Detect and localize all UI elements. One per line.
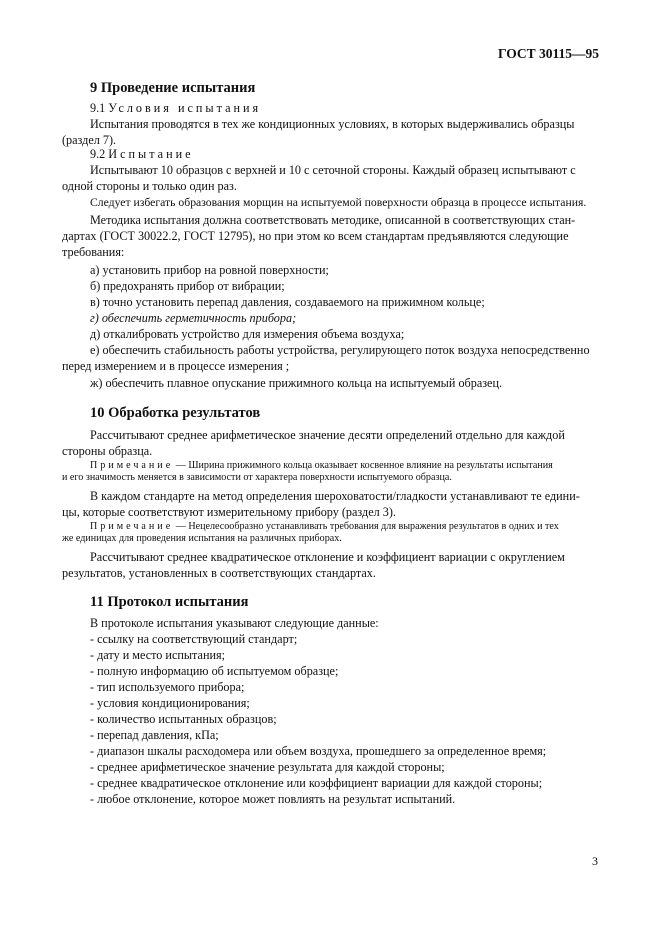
- paragraph-line: Рассчитывают среднее арифметическое значение десяти определений отдельно для каждой: [90, 428, 565, 442]
- paragraph-line: цы, которые соответствуют измерительному прибору (раздел 3).: [62, 505, 396, 519]
- subsection-number: 9.2: [90, 147, 106, 161]
- subsection-9-1-heading: [90, 100, 600, 116]
- list-item: - среднее квадратическое отклонение или коэффициент вариации для каждой стороны;: [90, 776, 543, 790]
- note-label: Примечание: [90, 460, 174, 471]
- paragraph-line: стороны образца.: [62, 444, 153, 458]
- document-code: ГОСТ 30115—95: [497, 46, 599, 61]
- paragraph-line: В каждом стандарте на метод определения шероховатости/гладкости устанавливают те едини-: [90, 489, 580, 503]
- note-line: же единицах для проведения испытания на различных приборах.: [62, 533, 342, 544]
- requirement-item: в) точно установить перепад давления, создаваемого на прижимном кольце;: [90, 295, 485, 309]
- list-item: - любое отклонение, которое может повлиять на результат испытаний.: [90, 792, 456, 806]
- subsection-9-2-heading: [90, 146, 600, 162]
- note-line: и его значимость меняется в зависимости от характера поверхности испытуемого образца.: [62, 472, 452, 483]
- requirement-item: а) установить прибор на ровной поверхности;: [90, 263, 329, 277]
- list-item: - условия кондиционирования;: [90, 696, 250, 710]
- note: [90, 521, 600, 533]
- requirement-item: е) обеспечить стабильность работы устройства, регулирующего поток воздуха непосредственно: [90, 343, 590, 357]
- list-item: - ссылку на соответствующий стандарт;: [90, 632, 298, 646]
- paragraph-line: результатов, установленных в соответствующих стандартах.: [62, 566, 376, 580]
- subsection-title: Испытание: [108, 147, 194, 161]
- requirement-item: ж) обеспечить плавное опускание прижимного кольца на испытуемый образец.: [90, 376, 503, 390]
- paragraph-line: В протоколе испытания указывают следующие данные:: [90, 616, 379, 630]
- list-item: - среднее арифметическое значение результата для каждой стороны;: [90, 760, 445, 774]
- requirement-item: г) обеспечить герметичность прибора;: [90, 311, 297, 325]
- section-11-heading: 11 Протокол испытания: [90, 594, 249, 610]
- paragraph-line: дартах (ГОСТ 30022.2, ГОСТ 12795), но при этом ко всем стандартам предъявляются следующие: [62, 229, 569, 243]
- list-item: - тип используемого прибора;: [90, 680, 245, 694]
- page-number: 3: [592, 854, 598, 868]
- section-10-heading: 10 Обработка результатов: [90, 405, 261, 421]
- note: [90, 460, 600, 472]
- list-item: - полную информацию об испытуемом образце;: [90, 664, 339, 678]
- note-text: — Ширина прижимного кольца оказывает косвенное влияние на результаты испытания: [173, 460, 553, 471]
- paragraph-line: Рассчитывают среднее квадратическое отклонение и коэффициент вариации с округлением: [90, 550, 565, 564]
- section-9-heading: 9 Проведение испытания: [90, 80, 256, 96]
- paragraph-line: (раздел 7).: [62, 133, 117, 147]
- list-item: - перепад давления, кПа;: [90, 728, 219, 742]
- paragraph-line: Испытания проводятся в тех же кондиционных условиях, в которых выдерживались образцы: [90, 117, 575, 131]
- requirement-item: перед измерением и в процессе измерения ;: [62, 359, 290, 373]
- subsection-number: 9.1: [90, 101, 106, 115]
- subsection-title: Условия испытания: [108, 101, 262, 115]
- requirement-item: б) предохранять прибор от вибрации;: [90, 279, 285, 293]
- requirement-item: д) откалибровать устройство для измерения объема воздуха;: [90, 327, 405, 341]
- paragraph-line: Следует избегать образования морщин на испытуемой поверхности образца в процессе испытания.: [90, 196, 587, 209]
- list-item: - дату и место испытания;: [90, 648, 225, 662]
- paragraph-line: Испытывают 10 образцов с верхней и 10 с сеточной стороны. Каждый образец испытывают с: [90, 163, 576, 177]
- paragraph-line: одной стороны и только один раз.: [62, 179, 237, 193]
- paragraph-line: требования:: [62, 245, 125, 259]
- paragraph-line: Методика испытания должна соответствовать методике, описанной в соответствующих стан-: [90, 213, 576, 227]
- note-label: Примечание: [90, 521, 174, 532]
- list-item: - диапазон шкалы расходомера или объем воздуха, прошедшего за определенное время;: [90, 744, 547, 758]
- note-text: — Нецелесообразно устанавливать требования для выражения результатов в одних и тех: [173, 521, 559, 532]
- list-item: - количество испытанных образцов;: [90, 712, 277, 726]
